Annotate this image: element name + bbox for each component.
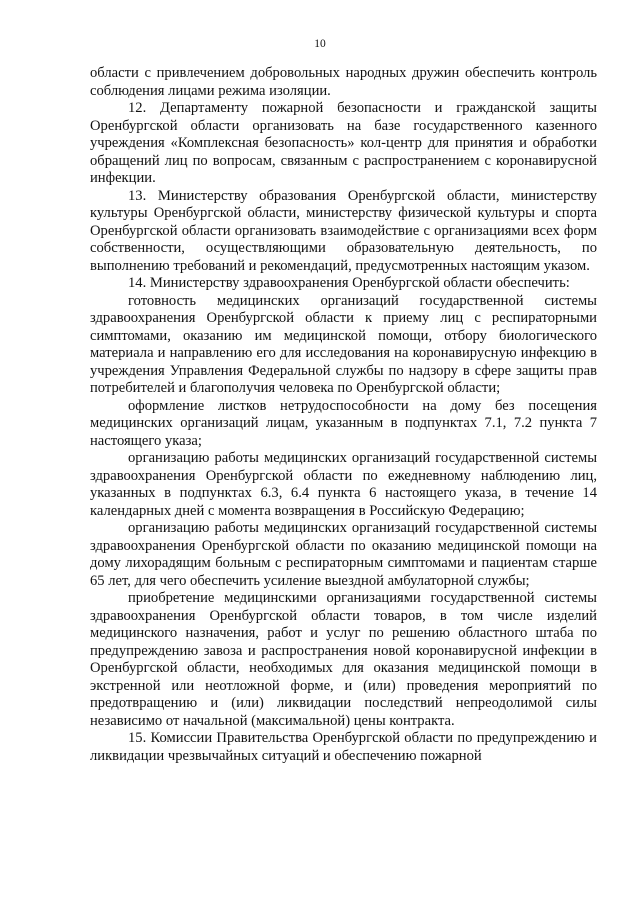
paragraph-item-14-home-care: организацию работы медицинских организаций государственной системы здравоохранения Оренбургской области по оказанию медицинской помощи на дому лихорадящим больным с респираторным симптомами и пациентам старше 65 лет, для чего обеспечить усиление выездной амбулаторной службы; xyxy=(90,520,597,589)
paragraph-item-14-readiness: готовность медицинских организаций государственной системы здравоохранения Оренбургской области к приему лиц с респираторными симптомами, оказанию им медицинской помощи, отбору биологического материала и направлению его для исследования на коронавирусную инфекцию в учреждения Управления Федеральной службы по надзору в сфере защиты прав потребителей и благополучия человека по Оренбургской области; xyxy=(90,292,597,396)
paragraph-item-14-sick-leave: оформление листков нетрудоспособности на дому без посещения медицинских организаций лицам, указанным в подпунктах 7.1, 7.2 пункта 7 настоящего указа; xyxy=(90,397,597,449)
page-number: 10 xyxy=(314,38,326,50)
document-body xyxy=(90,65,597,765)
paragraph-continuation: области с привлечением добровольных народных дружин обеспечить контроль соблюдения лицами режима изоляции. xyxy=(90,65,597,99)
paragraph-item-13: 13. Министерству образования Оренбургской области, министерству культуры Оренбургской области, министерству физической культуры и спорта Оренбургской области организовать взаимодействие с организациями всех форм собственности, осуществляющими образовательную деятельность, по выполнению требований и рекомендаций, предусмотренных настоящим указом. xyxy=(90,187,597,274)
paragraph-item-14-observation: организацию работы медицинских организаций государственной системы здравоохранения Оренбургской области по ежедневному наблюдению лиц, указанных в подпунктах 6.3, 6.4 пункта 6 настоящего указа, в течение 14 календарных дней с момента возвращения в Российскую Федерацию; xyxy=(90,450,597,519)
paragraph-item-14-procurement: приобретение медицинскими организациями государственной системы здравоохранения Оренбургской области товаров, в том числе изделий медицинского назначения, работ и услуг по решению областного штаба по предупреждению завоза и распространения новой коронавирусной инфекции в Оренбургской области, необходимых для оказания медицинской помощи в экстренной или неотложной форме, и (или) проведения мероприятий по предотвращению и (или) ликвидации последствий непреодолимой силы независимо от начальной (максимальной) цены контракта. xyxy=(90,590,597,729)
paragraph-item-12: 12. Департаменту пожарной безопасности и гражданской защиты Оренбургской области организовать на базе государственного казенного учреждения «Комплексная безопасность» кол-центр для принятия и обработки обращений лиц по вопросам, связанным с распространением с коронавирусной инфекции. xyxy=(90,100,597,186)
paragraph-item-14: 14. Министерству здравоохранения Оренбургской области обеспечить: xyxy=(128,275,570,291)
paragraph-item-15: 15. Комиссии Правительства Оренбургской области по предупреждению и ликвидации чрезвычайных ситуаций и обеспечению пожарной xyxy=(90,730,597,764)
